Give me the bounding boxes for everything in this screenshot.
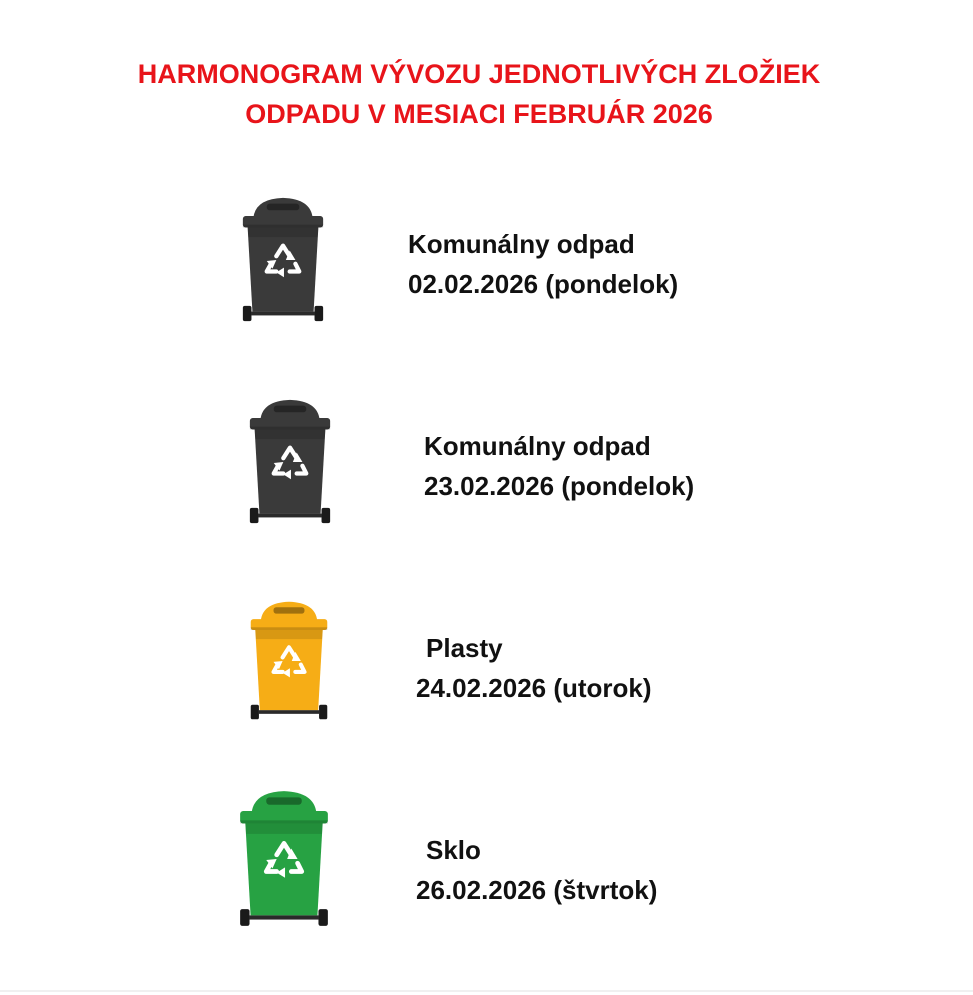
collection-entry — [424, 426, 694, 506]
waste-bin-yellow — [248, 596, 330, 726]
waste-type: Plasty — [426, 633, 503, 663]
waste-type: Sklo — [426, 835, 481, 865]
collection-entry — [416, 830, 657, 910]
collection-date: 23.02.2026 (pondelok) — [424, 471, 695, 501]
waste-type: Komunálny odpad — [424, 431, 651, 461]
waste-bin-green — [237, 784, 331, 934]
divider — [0, 990, 973, 992]
title-line-1: HARMONOGRAM VÝVOZU JEDNOTLIVÝCH ZLOŽIEK — [137, 59, 821, 89]
collection-date: 02.02.2026 (pondelok) — [408, 269, 679, 299]
collection-date: 24.02.2026 (utorok) — [416, 673, 652, 703]
waste-type: Komunálny odpad — [408, 229, 635, 259]
collection-entry — [416, 628, 652, 708]
page-title — [0, 54, 958, 134]
collection-date: 26.02.2026 (štvrtok) — [416, 875, 658, 905]
waste-bin-black — [247, 394, 333, 530]
recycle-icon — [247, 394, 333, 530]
recycle-icon — [240, 192, 326, 328]
recycle-icon — [248, 596, 330, 726]
collection-entry — [408, 224, 678, 304]
recycle-icon — [237, 784, 331, 934]
waste-bin-black — [240, 192, 326, 328]
title-line-2: ODPADU V MESIACI FEBRUÁR 2026 — [245, 99, 713, 129]
